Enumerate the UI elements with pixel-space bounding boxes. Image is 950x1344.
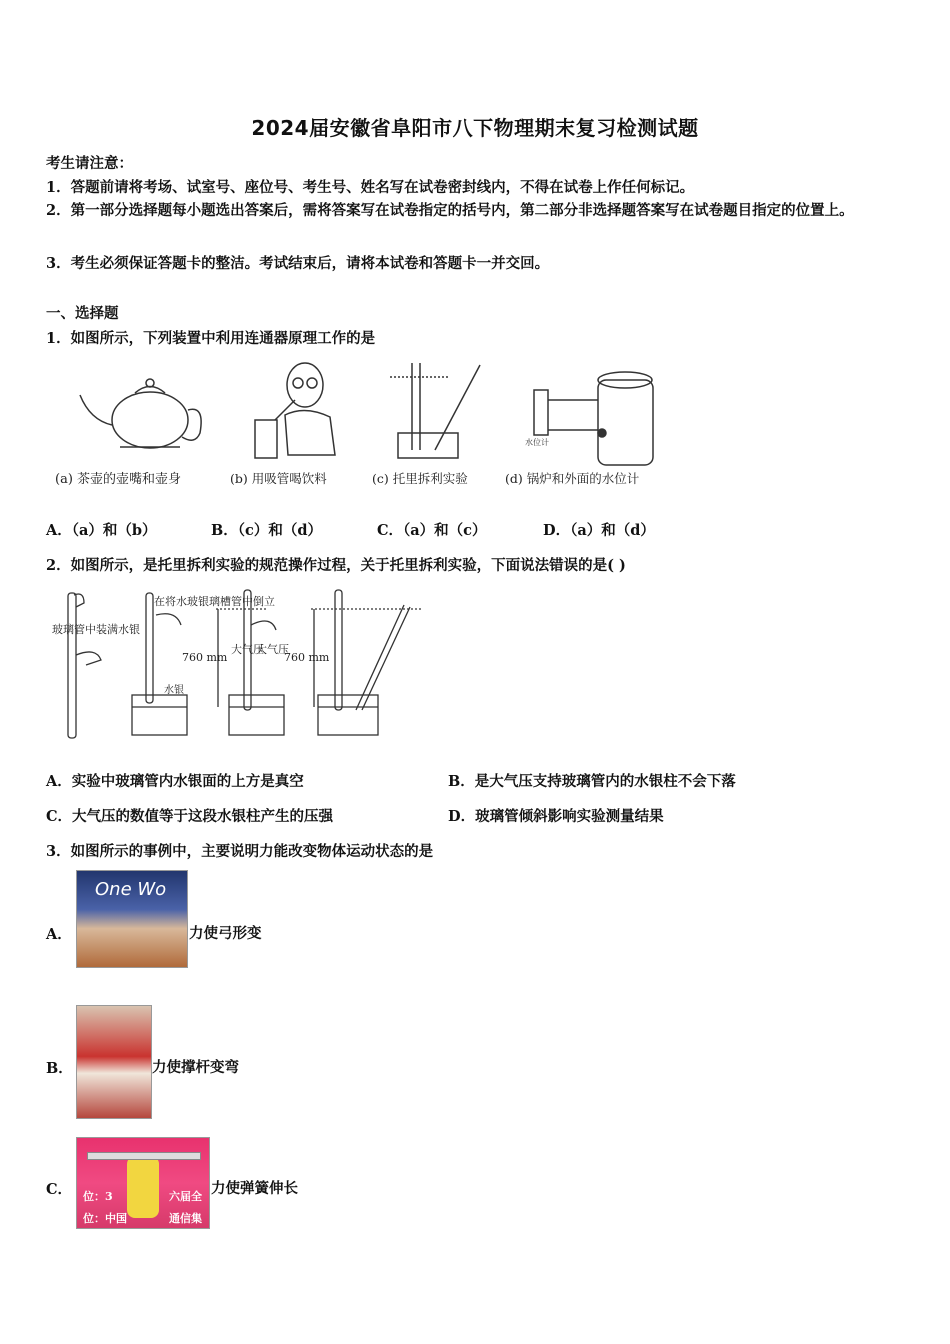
- option-d[interactable]: D．（a）和（d）: [543, 522, 655, 539]
- option-text-b[interactable]: 力使撑杆变弯: [152, 1059, 239, 1076]
- figure-caption: (b) 用吸管喝饮料: [230, 471, 327, 486]
- archery-photo: [76, 870, 188, 968]
- option-b[interactable]: B．（c）和（d）: [211, 522, 322, 539]
- pressure-label: 大气压: [231, 643, 264, 656]
- notice-item: 1．答题前请将考场、试室号、座位号、考生号、姓名写在试卷密封线内，不得在试卷上作任何标记。: [46, 179, 695, 196]
- notice-heading: 考生请注意：: [46, 155, 133, 172]
- fill-label: 玻璃管中装满水银: [52, 623, 140, 636]
- option-a[interactable]: A．（a）和（b）: [46, 522, 157, 539]
- boiler-illustration: [534, 372, 653, 465]
- notice-item: 2．第一部分选择题每小题选出答案后，需将答案写在试卷指定的括号内，第二部分非选择题答案写在试卷题目指定的位置上。: [46, 202, 854, 219]
- option-text-a[interactable]: 力使弓形变: [189, 925, 262, 942]
- mercury-label: 水银: [164, 685, 184, 696]
- photo-banner-text: 六届全: [169, 1190, 202, 1203]
- athlete-figure: [127, 1156, 159, 1218]
- spring-stretch-photo: [76, 1137, 210, 1229]
- photo-banner-text: 通信集: [169, 1212, 202, 1225]
- invert-label: 在将水玻银璃槽管中倒立: [154, 595, 275, 608]
- photo-banner-text: 位：中国: [83, 1212, 127, 1225]
- height-label: 760 mm: [284, 651, 330, 664]
- spring-bar: [87, 1152, 201, 1160]
- option-c[interactable]: C．大气压的数值等于这段水银柱产生的压强: [46, 808, 334, 825]
- page-title: 2024届安徽省阜阳市八下物理期末复习检测试题: [251, 116, 699, 140]
- question-2-stem: 2．如图所示，是托里拆利实验的规范操作过程，关于托里拆利实验，下面说法错误的是( ): [46, 557, 626, 574]
- option-text-c[interactable]: 力使弹簧伸长: [211, 1180, 298, 1197]
- teapot-illustration: [80, 379, 201, 448]
- pole-vault-photo: [76, 1005, 152, 1119]
- notice-item: 3．考生必须保证答题卡的整洁。考试结束后，请将本试卷和答题卡一并交回。: [46, 255, 550, 272]
- option-d[interactable]: D．玻璃管倾斜影响实验测量结果: [448, 808, 664, 825]
- torricelli-illustration: [390, 363, 480, 458]
- question-2-figure: [46, 585, 426, 750]
- option-letter-c[interactable]: C．: [46, 1181, 73, 1198]
- pressure-label: 大气压: [256, 643, 289, 656]
- option-letter-a[interactable]: A．: [46, 926, 72, 943]
- photo-banner-text: 位：3: [83, 1190, 113, 1203]
- straw-drinker-illustration: [255, 363, 335, 458]
- photo-banner-text: One Wo: [95, 879, 167, 900]
- question-1-stem: 1．如图所示，下列装置中利用连通器原理工作的是: [46, 330, 376, 347]
- option-a[interactable]: A．实验中玻璃管内水银面的上方是真空: [46, 773, 304, 790]
- option-letter-b[interactable]: B．: [46, 1060, 73, 1077]
- option-b[interactable]: B．是大气压支持玻璃管内的水银柱不会下落: [448, 773, 736, 790]
- figure-caption: (a) 茶壶的壶嘴和壶身: [55, 472, 182, 487]
- water-level-label: 水位计: [525, 438, 549, 447]
- question-1-figure: [50, 355, 690, 495]
- figure-caption: (d) 锅炉和外面的水位计: [505, 471, 640, 486]
- figure-caption: (c) 托里拆利实验: [372, 471, 468, 486]
- option-c[interactable]: C．（a）和（c）: [377, 522, 487, 539]
- question-3-stem: 3．如图所示的事例中，主要说明力能改变物体运动状态的是: [46, 843, 434, 860]
- section-heading: 一、选择题: [46, 305, 119, 322]
- height-label: 760 mm: [182, 651, 228, 664]
